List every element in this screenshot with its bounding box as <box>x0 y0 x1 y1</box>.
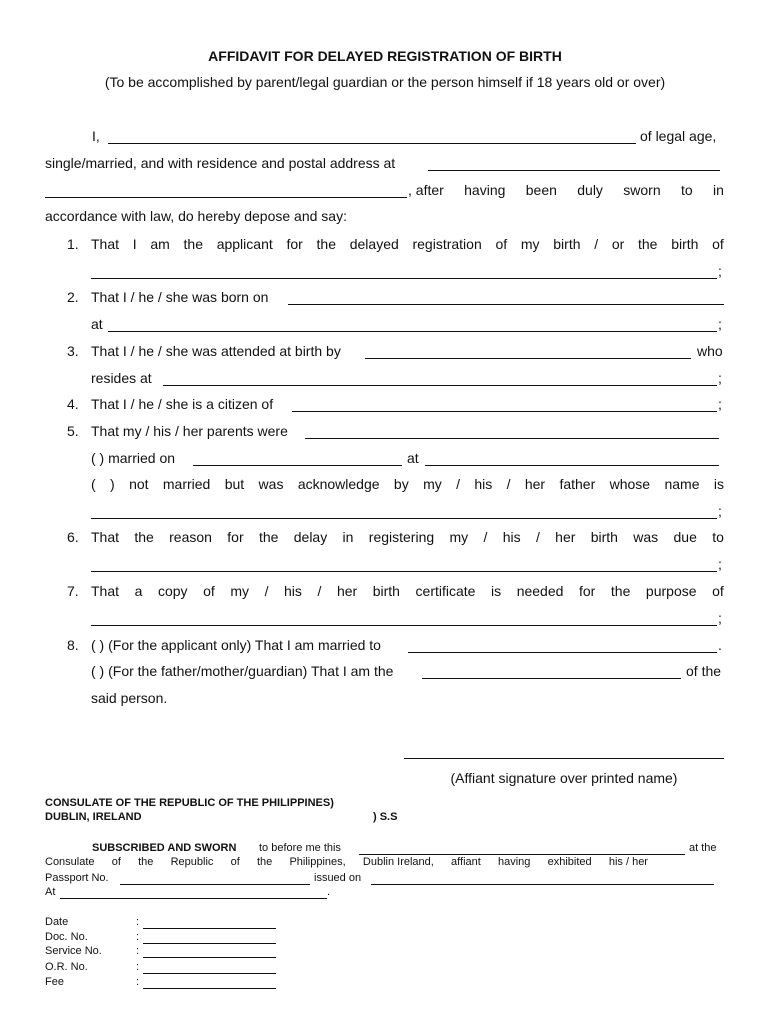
word: registering <box>368 529 435 545</box>
item-number-3: 3. <box>67 343 79 359</box>
word: a <box>134 583 143 599</box>
passport-number-field[interactable] <box>120 884 310 885</box>
item-5-text: That my / his / her parents were <box>91 423 288 439</box>
consulate-line-2: DUBLIN, IRELAND <box>45 811 142 823</box>
word: in <box>342 529 354 545</box>
word: his <box>284 583 302 599</box>
word: exhibited <box>547 856 592 868</box>
said-person: said person. <box>91 690 168 706</box>
word: married <box>162 476 211 492</box>
word: father <box>559 476 596 492</box>
word: the <box>316 236 336 252</box>
word: but <box>224 476 245 492</box>
record-label-doc-no: Doc. No. <box>45 931 88 943</box>
word: Consulate <box>45 856 95 868</box>
word: reason <box>169 529 212 545</box>
item-8b-text: ( ) (For the father/mother/guardian) That I am the <box>91 663 394 679</box>
word: by <box>393 476 409 492</box>
attendant-residence-field[interactable] <box>163 385 717 386</box>
word: acknowledge <box>297 476 380 492</box>
delay-reason-field[interactable] <box>91 571 717 572</box>
name-field[interactable] <box>108 143 636 144</box>
word: birth <box>671 236 699 252</box>
consulate-ss: ) S.S <box>373 811 398 823</box>
word: of <box>495 236 508 252</box>
word: his <box>474 476 493 492</box>
word: Republic <box>170 856 214 868</box>
item-number-4: 4. <box>67 396 79 412</box>
birth-date-field[interactable] <box>288 304 724 305</box>
item-number-7: 7. <box>67 583 79 599</box>
spouse-field[interactable] <box>408 652 717 653</box>
item-3-text: That I / he / she was attended at birth by <box>91 343 341 359</box>
word: was <box>633 529 659 545</box>
word: birth <box>553 236 581 252</box>
before-me: to before me this <box>259 842 341 854</box>
issued-on-label: issued on <box>314 872 362 884</box>
word: / <box>456 476 460 492</box>
married-on-label: ( ) married on <box>91 450 176 466</box>
item-3-resides: resides at <box>91 370 152 386</box>
sworn-date-field[interactable] <box>359 854 685 855</box>
record-sep: : <box>136 931 140 943</box>
word: the <box>256 856 273 868</box>
word: his / her <box>608 856 648 868</box>
item-3-who: who <box>697 343 723 359</box>
address-field-1[interactable] <box>428 170 720 171</box>
intro-i: I, <box>92 128 100 144</box>
consulate-line-1: CONSULATE OF THE REPUBLIC OF THE PHILIPPINES) <box>45 797 334 809</box>
semicolon: ; <box>718 370 722 386</box>
word: birth <box>372 583 400 599</box>
word: been <box>525 182 557 198</box>
word: Philippines, <box>289 856 346 868</box>
doc-no-field[interactable] <box>143 943 276 944</box>
word: / <box>264 583 269 599</box>
item-number-2: 2. <box>67 289 79 305</box>
father-name-field[interactable] <box>91 518 717 519</box>
fee-field[interactable] <box>143 988 276 989</box>
marriage-date-field[interactable] <box>193 465 402 466</box>
semicolon: ; <box>718 610 722 626</box>
item-number-1: 1. <box>67 236 79 252</box>
issued-at-field[interactable] <box>60 898 327 899</box>
word: of <box>712 583 724 599</box>
word: delayed <box>349 236 399 252</box>
word: That <box>91 236 120 252</box>
married-at-label: at <box>407 450 419 466</box>
passport-label: Passport No. <box>45 872 109 884</box>
item-1-text <box>91 236 724 252</box>
intro-depose: accordance with law, do hereby depose and say: <box>45 208 347 224</box>
item-number-8: 8. <box>67 637 79 653</box>
word: my <box>449 529 469 545</box>
word: I <box>132 236 137 252</box>
item-7-text <box>91 583 724 599</box>
consulate-line-b <box>45 856 648 868</box>
word: needed <box>516 583 564 599</box>
or-no-field[interactable] <box>143 973 276 974</box>
intro-sworn-line <box>408 182 724 198</box>
signature-label: (Affiant signature over printed name) <box>450 770 678 786</box>
word: purpose <box>645 583 697 599</box>
item-8a-text: ( ) (For the applicant only) That I am married to <box>91 637 381 653</box>
item-1-field[interactable] <box>91 278 717 279</box>
word: the <box>183 236 203 252</box>
affiant-signature-field[interactable] <box>404 758 724 759</box>
birth-place-field[interactable] <box>108 331 717 332</box>
record-label-service-no: Service No. <box>45 945 102 957</box>
semicolon: ; <box>718 263 722 279</box>
word: or <box>611 236 625 252</box>
word: the <box>258 529 279 545</box>
word: affiant <box>451 856 481 868</box>
word: is <box>491 583 502 599</box>
word: my <box>423 476 442 492</box>
word: / <box>506 476 511 492</box>
word: Dublin Ireland, <box>362 856 434 868</box>
word: duly <box>577 182 603 198</box>
word: for <box>286 236 303 252</box>
word: ) <box>110 476 115 492</box>
at-the: at the <box>689 842 717 854</box>
word: having <box>464 182 506 198</box>
not-married-text <box>91 476 724 492</box>
word: applicant <box>216 236 273 252</box>
word: / <box>535 529 540 545</box>
word: to <box>680 182 693 198</box>
word: for <box>578 583 596 599</box>
at-label: At <box>45 886 56 898</box>
word: having <box>498 856 531 868</box>
date-field[interactable] <box>143 928 276 929</box>
at-period: . <box>327 886 331 898</box>
word: her <box>555 529 576 545</box>
period: . <box>718 637 722 653</box>
document-title: AFFIDAVIT FOR DELAYED REGISTRATION OF BIRTH <box>208 48 562 64</box>
record-sep: : <box>136 976 140 988</box>
word: whose <box>609 476 651 492</box>
item-2-at: at <box>91 316 103 332</box>
word: of <box>230 856 240 868</box>
address-field-2[interactable] <box>45 197 407 198</box>
word: not <box>129 476 149 492</box>
word: in <box>713 182 724 198</box>
attendant-field[interactable] <box>365 358 691 359</box>
issued-on-field[interactable] <box>371 884 714 885</box>
word: That <box>91 529 120 545</box>
record-label-date: Date <box>45 916 69 928</box>
word: my <box>230 583 249 599</box>
record-sep: : <box>136 916 140 928</box>
word: of <box>111 856 121 868</box>
word: her <box>336 583 358 599</box>
word: of <box>712 236 724 252</box>
word: his <box>502 529 521 545</box>
word: birth <box>590 529 618 545</box>
record-label-fee: Fee <box>45 976 64 988</box>
word: the <box>638 236 658 252</box>
item-6-text <box>91 529 724 545</box>
marriage-place-field[interactable] <box>425 465 719 466</box>
word: / <box>594 236 599 252</box>
semicolon: ; <box>718 503 722 519</box>
word: the <box>610 583 631 599</box>
word: certificate <box>415 583 476 599</box>
word: to <box>712 529 724 545</box>
purpose-field[interactable] <box>91 625 717 626</box>
item-2-text: That I / he / she was born on <box>91 289 269 305</box>
word: / <box>317 583 322 599</box>
word: copy <box>157 583 188 599</box>
relationship-field[interactable] <box>422 678 681 679</box>
record-sep: : <box>136 945 140 957</box>
semicolon: ; <box>718 316 722 332</box>
word: ( <box>91 476 96 492</box>
word: registration <box>412 236 482 252</box>
word: the <box>138 856 154 868</box>
word: am <box>150 236 170 252</box>
document-subtitle: (To be accomplished by parent/legal guardian or the person himself if 18 years old or over) <box>104 74 666 90</box>
record-label-or-no: O.R. No. <box>45 961 88 973</box>
word: That <box>91 583 120 599</box>
word: / <box>483 529 488 545</box>
word: sworn <box>623 182 661 198</box>
item-4-text: That I / he / she is a citizen of <box>91 396 274 412</box>
record-sep: : <box>136 961 140 973</box>
word: my <box>520 236 540 252</box>
word: delay <box>293 529 328 545</box>
word: for <box>227 529 244 545</box>
word: her <box>524 476 546 492</box>
item-number-6: 6. <box>67 529 79 545</box>
item-8b-of-the: of the <box>686 663 722 679</box>
word: the <box>134 529 154 545</box>
word: due <box>673 529 697 545</box>
subscribed-sworn: SUBSCRIBED AND SWORN <box>92 842 237 854</box>
word: is <box>713 476 724 492</box>
service-no-field[interactable] <box>143 957 276 958</box>
semicolon: ; <box>718 556 722 572</box>
word: was <box>258 476 284 492</box>
parents-status-field[interactable] <box>305 438 719 439</box>
word: name <box>664 476 700 492</box>
intro-address-label: single/married, and with residence and postal address at <box>45 155 396 171</box>
word: of <box>203 583 215 599</box>
citizenship-field[interactable] <box>292 411 717 412</box>
intro-legal-age: of legal age, <box>640 128 717 144</box>
item-number-5: 5. <box>67 423 79 439</box>
semicolon: ; <box>718 396 722 412</box>
word: , after <box>408 182 444 198</box>
